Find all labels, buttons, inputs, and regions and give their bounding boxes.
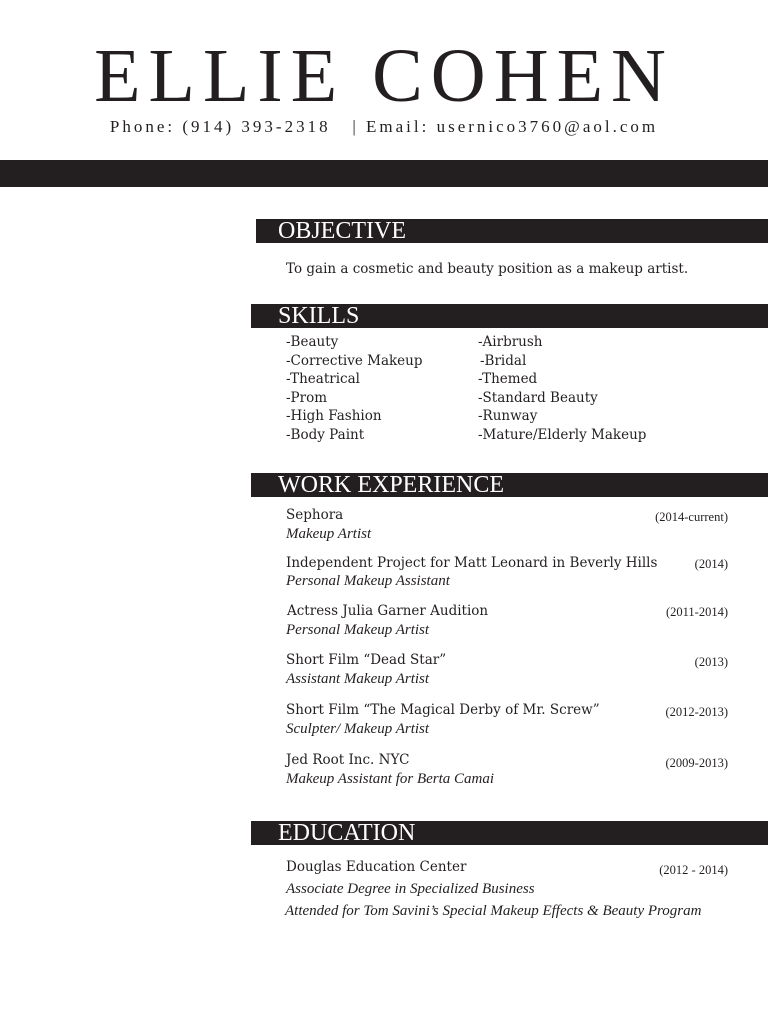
job-dates: (2009-2013) (665, 756, 728, 770)
skill-item: -Mature/Elderly Makeup (478, 427, 647, 443)
education-degree: Associate Degree in Specialized Business (286, 881, 535, 897)
skills-section-bar (251, 304, 768, 328)
work-title: WORK EXPERIENCE (278, 472, 504, 498)
skill-item: -Airbrush (478, 334, 543, 350)
education-title: EDUCATION (278, 820, 416, 846)
job-employer: Jed Root Inc. NYC (286, 752, 410, 768)
objective-title: OBJECTIVE (278, 218, 406, 244)
job-role: Makeup Artist (286, 526, 372, 542)
skill-item: -Standard Beauty (478, 390, 598, 406)
objective-text: To gain a cosmetic and beauty position as a makeup artist. (286, 261, 689, 277)
job-dates: (2014-current) (655, 510, 728, 524)
job-employer: Actress Julia Garner Audition (287, 603, 489, 619)
skill-item: -Corrective Makeup (286, 353, 423, 369)
education-section-bar (251, 821, 768, 845)
skill-item: -Theatrical (286, 371, 360, 387)
name-heading: ELLIE COHEN (94, 34, 674, 118)
education-school: Douglas Education Center (286, 859, 467, 875)
job-employer: Independent Project for Matt Leonard in Beverly Hills (286, 555, 658, 571)
skill-item: -Beauty (286, 334, 339, 350)
education-dates: (2012 - 2014) (659, 863, 728, 877)
objective-section-bar (256, 219, 768, 243)
job-dates: (2014) (694, 557, 728, 571)
skill-item: -High Fashion (286, 408, 382, 424)
contact-separator: | (352, 117, 359, 136)
job-role: Sculpter/ Makeup Artist (286, 721, 430, 737)
education-note: Attended for Tom Savini’s Special Makeup Effects & Beauty Program (285, 903, 702, 919)
skill-item: -Prom (286, 390, 328, 406)
job-role: Makeup Assistant for Berta Camai (286, 771, 495, 787)
phone-text: Phone: (914) 393-2318 (109, 117, 331, 136)
job-dates: (2012-2013) (665, 705, 728, 719)
job-role: Personal Makeup Assistant (286, 573, 450, 589)
job-employer: Short Film “Dead Star” (286, 652, 447, 668)
job-dates: (2013) (694, 655, 728, 669)
skill-item: -Runway (478, 408, 538, 424)
top-divider-bar (0, 160, 768, 187)
skill-item: -Themed (478, 371, 538, 387)
contact-line (0, 117, 768, 137)
job-employer: Short Film “The Magical Derby of Mr. Screw” (286, 702, 600, 718)
email-text: Email: usernico3760@aol.com (366, 117, 659, 136)
job-role: Personal Makeup Artist (286, 622, 430, 638)
job-dates: (2011-2014) (665, 605, 728, 619)
skill-item: -Body Paint (286, 427, 365, 443)
job-role: Assistant Makeup Artist (286, 671, 430, 687)
skills-title: SKILLS (278, 303, 360, 329)
job-employer: Sephora (286, 507, 344, 523)
work-section-bar (251, 473, 768, 497)
skill-item: -Bridal (480, 353, 527, 369)
